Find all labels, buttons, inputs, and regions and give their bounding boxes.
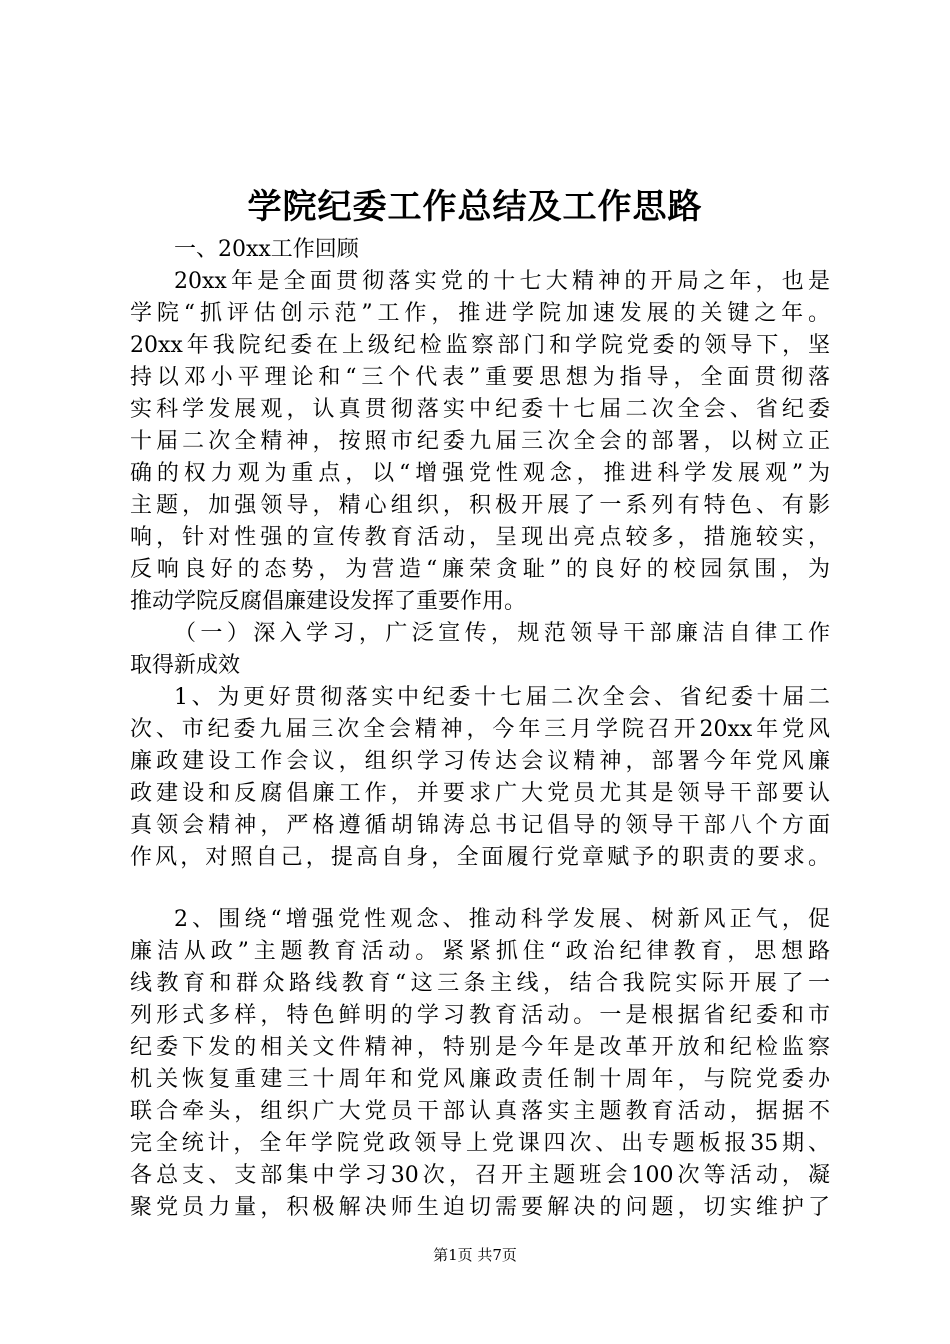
paragraph-line: 持以邓小平理论和“三个代表”重要思想为指导，全面贯彻落 <box>130 365 830 390</box>
paragraph-line: 十届二次全精神，按照市纪委九届三次全会的部署，以树立正 <box>130 429 830 454</box>
paragraph-line: 20xx年我院纪委在上级纪检监察部门和学院党委的领导下，坚 <box>130 333 830 358</box>
paragraph-line: 20xx年是全面贯彻落实党的十七大精神的开局之年，也是 <box>174 269 830 294</box>
item-line: 线教育和群众路线教育“这三条主线，结合我院实际开展了一 <box>130 971 830 996</box>
paragraph-line: 推动学院反腐倡廉建设发挥了重要作用。 <box>130 589 527 614</box>
item-line: 完全统计，全年学院党政领导上党课四次、出专题板报35期、 <box>130 1131 830 1156</box>
page-footer: 第1页 共7页 <box>433 1246 517 1264</box>
paragraph-gap <box>130 874 830 904</box>
paragraph-line: 反响良好的态势，为营造“廉荣贪耻”的良好的校园氛围，为 <box>130 557 830 582</box>
subheading-line: 取得新成效 <box>130 653 241 678</box>
paragraph-line: 响，针对性强的宣传教育活动，呈现出亮点较多，措施较实， <box>130 525 830 550</box>
document-body <box>130 234 830 1224</box>
item-line: 廉政建设工作会议，组织学习传达会议精神，部署今年党风廉 <box>130 749 830 774</box>
document-title: 学院纪委工作总结及工作思路 <box>247 187 703 227</box>
item-line: 作风，对照自己，提高自身，全面履行党章赋予的职责的要求。 <box>130 845 830 870</box>
paragraph-line: 学院“抓评估创示范”工作，推进学院加速发展的关键之年。 <box>130 301 830 326</box>
item-line: 2、围绕“增强党性观念、推动科学发展、树新风正气，促 <box>174 907 830 932</box>
item-line: 政建设和反腐倡廉工作，并要求广大党员尤其是领导干部要认 <box>130 781 830 806</box>
item-line: 次、市纪委九届三次全会精神，今年三月学院召开20xx年党风 <box>130 717 830 742</box>
item-line: 真领会精神，严格遵循胡锦涛总书记倡导的领导干部八个方面 <box>130 813 830 838</box>
item-line: 聚党员力量，积极解决师生迫切需要解决的问题，切实维护了 <box>130 1195 830 1220</box>
item-line: 1、为更好贯彻落实中纪委十七届二次全会、省纪委十届二 <box>174 685 830 710</box>
paragraph-line: 主题，加强领导，精心组织，积极开展了一系列有特色、有影 <box>130 493 830 518</box>
item-line: 机关恢复重建三十周年和党风廉政责任制十周年，与院党委办 <box>130 1067 830 1092</box>
subheading-line: （一）深入学习，广泛宣传，规范领导干部廉洁自律工作 <box>174 621 830 646</box>
item-line: 纪委下发的相关文件精神，特别是今年是改革开放和纪检监察 <box>130 1035 830 1060</box>
item-line: 各总支、支部集中学习30次，召开主题班会100次等活动，凝 <box>130 1163 830 1188</box>
item-line: 联合牵头，组织广大党员干部认真落实主题教育活动，据据不 <box>130 1099 830 1124</box>
section-heading: 一、20xx工作回顾 <box>174 237 359 262</box>
paragraph-line: 确的权力观为重点，以“增强党性观念，推进科学发展观”为 <box>130 461 830 486</box>
paragraph-line: 实科学发展观，认真贯彻落实中纪委十七届二次全会、省纪委 <box>130 397 830 422</box>
item-line: 廉洁从政”主题教育活动。紧紧抓住“政治纪律教育，思想路 <box>130 939 830 964</box>
item-line: 列形式多样，特色鲜明的学习教育活动。一是根据省纪委和市 <box>130 1003 830 1028</box>
